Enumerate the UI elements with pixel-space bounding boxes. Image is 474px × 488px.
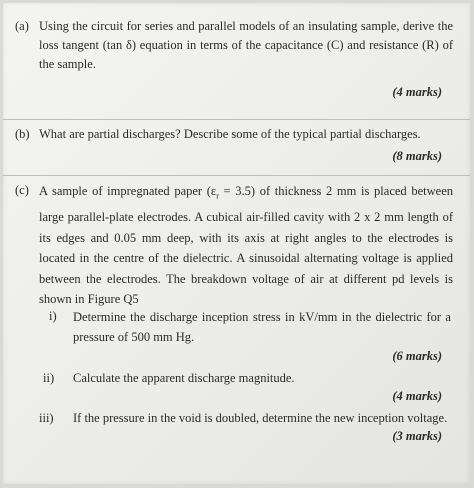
section-divider xyxy=(3,175,470,176)
part-iii-marks: (3 marks) xyxy=(392,429,442,443)
part-ii-marks: (4 marks) xyxy=(392,389,442,403)
question-a-marks: (4 marks) xyxy=(392,85,442,99)
section-divider xyxy=(3,119,470,120)
part-iii-text: If the pressure in the void is doubled, determine the new inception voltage. xyxy=(73,411,448,425)
question-b-marks: (8 marks) xyxy=(392,149,442,163)
question-a-text: Using the circuit for series and parallel models of an insulating sample, derive the loss tangent (tan δ) equation in terms of the capacitance (C) and resistance (R) of the sample. xyxy=(39,19,453,71)
question-c-text xyxy=(39,181,453,310)
part-iii-label: iii) xyxy=(39,411,54,425)
question-a-label: (a) xyxy=(15,19,29,33)
part-i-marks: (6 marks) xyxy=(392,349,442,363)
part-ii-text: Calculate the apparent discharge magnitude. xyxy=(73,371,295,385)
part-i-label: i) xyxy=(49,309,57,323)
part-ii-label: ii) xyxy=(43,371,55,385)
permittivity-subscript: r xyxy=(216,191,219,201)
question-c-label: (c) xyxy=(15,183,29,197)
part-i-text: Determine the discharge inception stress in kV/mm in the dielectric for a pressure of 500 mm Hg. xyxy=(73,310,451,344)
question-c-text-part1: A sample of impregnated paper (ε xyxy=(39,184,217,198)
question-b-text: What are partial discharges? Describe some of the typical partial discharges. xyxy=(39,127,421,141)
exam-page xyxy=(3,3,470,484)
question-b-label: (b) xyxy=(15,127,30,141)
question-c-text-part2: = 3.5) of thickness 2 mm is placed between large parallel-plate electrodes. A cubical air-filled cavity with 2 x 2 mm length of its edges and 0.05 mm deep, with its axis at right angles to the electrodes is located in the centre of the dielectric. A sinusoidal alternating voltage is applied between the electrodes. The breakdown voltage of air at different pd levels is shown in Figure Q5 xyxy=(39,184,453,306)
